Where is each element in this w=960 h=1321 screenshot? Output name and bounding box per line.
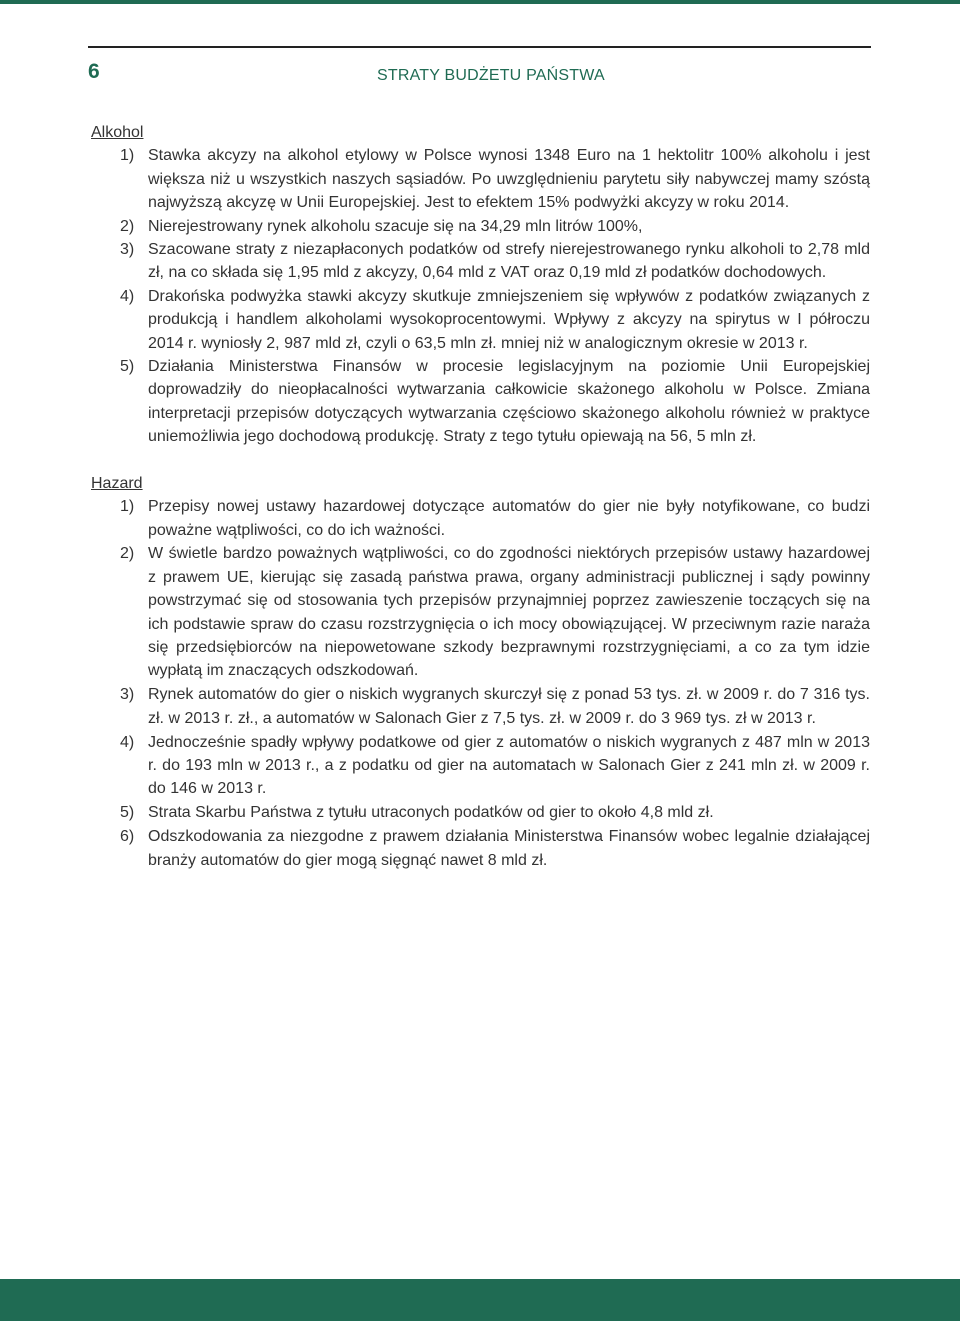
running-title: STRATY BUDŻETU PAŃSTWA xyxy=(377,67,605,84)
list-item xyxy=(91,731,870,801)
top-accent-stripe xyxy=(0,0,960,4)
list-item-number: 4) xyxy=(120,287,135,305)
list-item-number: 2) xyxy=(120,217,135,235)
list-item-number: 3) xyxy=(120,241,135,259)
list-item-text: Strata Skarbu Państwa z tytułu utraconych podatków od gier to około 4,8 mld zł. xyxy=(148,804,714,822)
list-item-text: Szacowane straty z niezapłaconych podatków od strefy nierejestrowanego rynku alkoholi to 2,78 mld zł, na co składa się 1,95 mld z akcyzy, 0,64 mld z VAT oraz 0,19 mld zł podatków dochodowych. xyxy=(148,241,870,282)
hazard-list xyxy=(91,495,870,872)
alkohol-list xyxy=(91,144,870,448)
list-item-text: Działania Ministerstwa Finansów w procesie legislacyjnym na poziomie Unii Europejskiej doprowadziły do nieopłacalności wytwarzania całkowicie skażonego alkoholu w Polsce. Zmiana interpretacji przepisów dotyczących wytwarzania częściowo skażonego alkoholu również w praktyce uniemożliwia jego dochodową produkcję. Straty z tego tytułu opiewają na 56, 5 mln zł. xyxy=(148,358,870,446)
list-item-number: 1) xyxy=(120,147,135,165)
list-item xyxy=(91,144,870,214)
bottom-accent-band xyxy=(0,1279,960,1321)
list-item xyxy=(91,355,870,449)
page-number: 6 xyxy=(88,60,100,83)
list-item-text: Przepisy nowej ustawy hazardowej dotyczące automatów do gier nie były notyfikowane, co budzi poważne wątpliwości, co do ich ważności. xyxy=(148,498,870,539)
list-item-number: 4) xyxy=(120,733,135,751)
list-item-text: Nierejestrowany rynek alkoholu szacuje się na 34,29 mln litrów 100%, xyxy=(148,217,643,235)
list-item xyxy=(91,495,870,542)
list-item-text: Jednocześnie spadły wpływy podatkowe od gier z automatów o niskich wygranych z 487 mln w 2013 r. do 193 mln w 2013 r., a z podatku od gier na automatach w Salonach Gier z 241 mln zł. w 2009 r. do 146 w 2013 r. xyxy=(148,733,870,798)
list-item-text: W świetle bardzo poważnych wątpliwości, co do zgodności niektórych przepisów ustawy hazardowej z prawem UE, kierując się zasadą państwa prawa, organy administracji publicznej i sądy powinny powstrzymać się od stosowania tych przepisów przynajmniej poprzez zawieszenie toczących się na ich podstawie spraw do czasu rozstrzygnięcia o ich mocy obowiązującej. W przeciwnym razie naraża się przedsiębiorców na niepowetowane szkody bezprawnymi rozstrzygnięciami, a co za tym idzie wypłatą im znaczących odszkodowań. xyxy=(148,545,870,680)
section-heading-alkohol: Alkohol xyxy=(91,124,144,141)
list-item xyxy=(91,801,870,824)
list-item-number: 5) xyxy=(120,358,135,376)
section-heading-hazard: Hazard xyxy=(91,474,143,492)
list-item-number: 5) xyxy=(120,804,135,822)
page-body xyxy=(91,121,870,873)
list-item xyxy=(91,825,870,872)
list-item-number: 1) xyxy=(120,498,135,516)
header-rule xyxy=(88,46,871,48)
list-item-number: 3) xyxy=(120,686,135,704)
list-item-text: Drakońska podwyżka stawki akcyzy skutkuje zmniejszeniem się wpływów z podatków związanych z produkcją i handlem alkoholami wysokoprocentowymi. Wpływy z akcyzy na spirytus w I półroczu 2014 r. wyniosły 2, 987 mld zł, czyli o 63,5 mln zł. mniej niż w analogicznym okresie w 2013 r. xyxy=(148,287,870,352)
list-item xyxy=(91,238,870,285)
list-item-number: 6) xyxy=(120,828,135,846)
list-item-text: Odszkodowania za niezgodne z prawem działania Ministerstwa Finansów wobec legalnie działającej branży automatów do gier mogą sięgnąć nawet 8 mld zł. xyxy=(148,828,870,869)
list-item-text: Rynek automatów do gier o niskich wygranych skurczył się z ponad 53 tys. zł. w 2009 r. do 7 316 tys. zł. w 2013 r. zł., a automatów w Salonach Gier z 7,5 tys. zł. w 2009 r. do 3 969 tys. zł w 2013 r. xyxy=(148,686,870,727)
list-item xyxy=(91,285,870,355)
list-item-text: Stawka akcyzy na alkohol etylowy w Polsce wynosi 1348 Euro na 1 hektolitr 100% alkoholu i jest większa niż u wszystkich naszych sąsiadów. Po uwzględnieniu parytetu siły nabywczej mamy szóstą najwyższą akcyzę w Unii Europejskiej. Jest to efektem 15% podwyżki akcyzy w roku 2014. xyxy=(148,147,870,212)
list-item xyxy=(91,215,870,238)
list-item-number: 2) xyxy=(120,545,135,563)
list-item xyxy=(91,683,870,730)
list-item xyxy=(91,542,870,682)
